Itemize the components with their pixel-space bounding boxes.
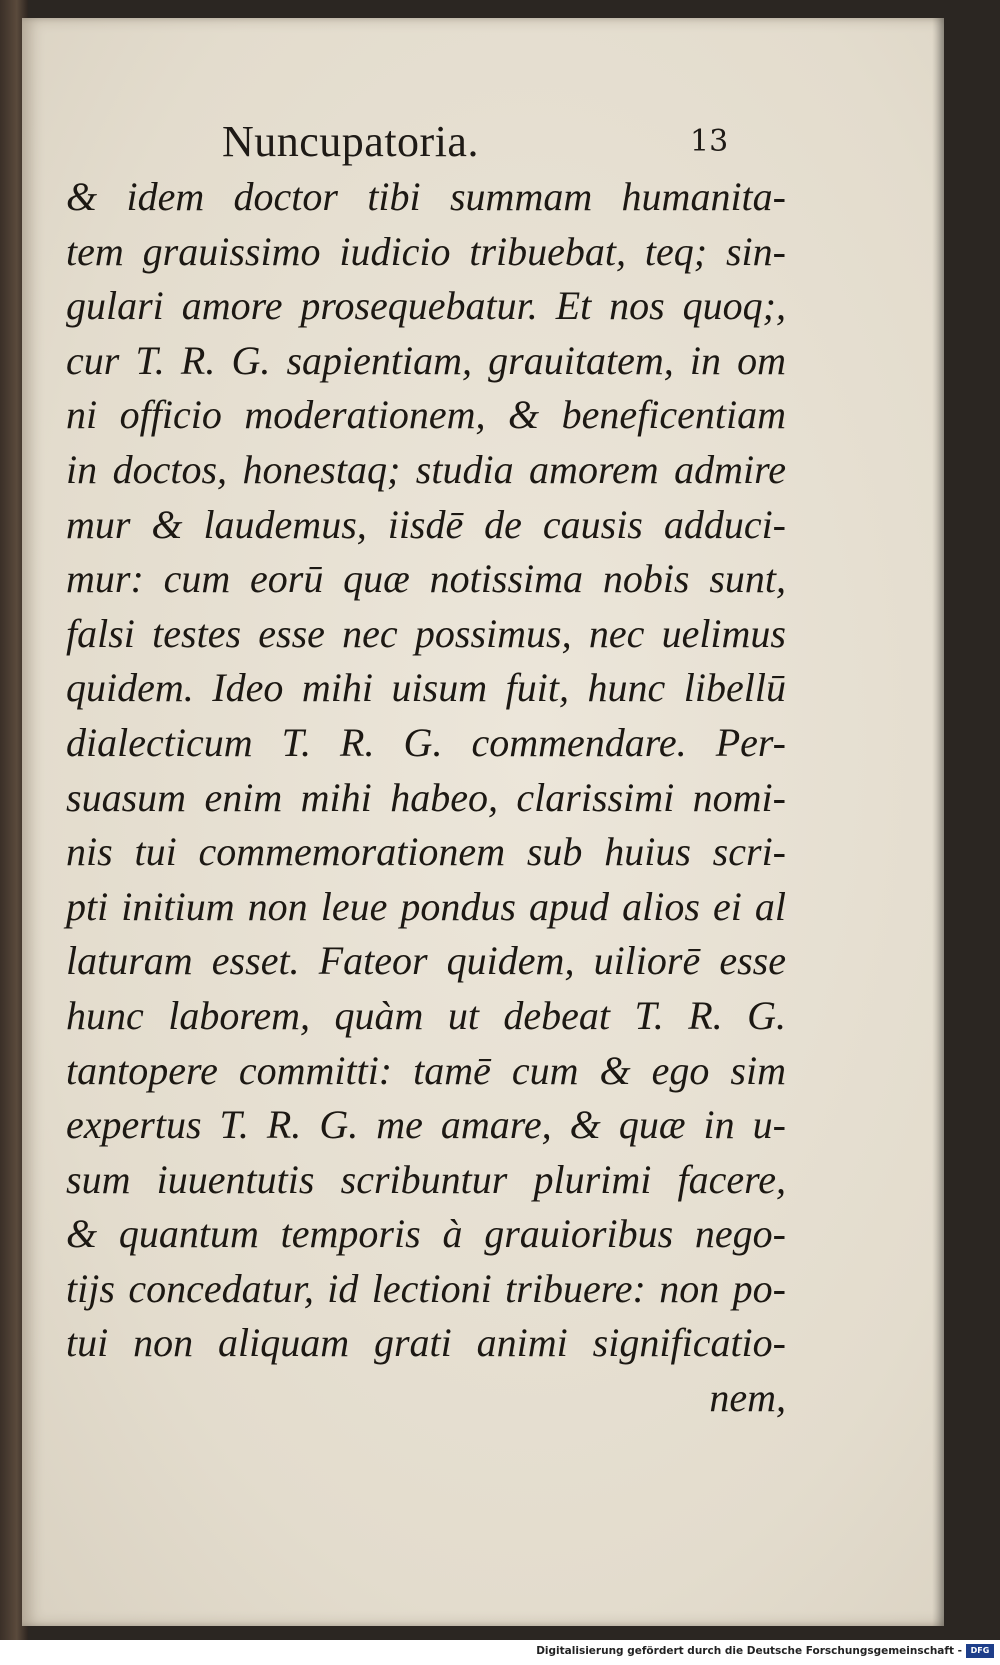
text-line: pti initium non leue pondus apud alios ei al [66,883,786,929]
text-block [66,170,786,1426]
text-line: & idem doctor tibi summam humanita- [66,174,786,219]
book-page [22,18,944,1626]
text-line: dialecticum T. R. G. commendare. Per- [66,719,786,765]
text-line: & quantum temporis à grauioribus nego- [66,1211,786,1257]
text-line: laturam esset. Fateor quidem, uiliorē esse [66,938,786,984]
text-line: in doctos, honestaq; studia amorem admire [66,446,786,492]
text-line: mur & laudemus, iisdē de causis adduci- [66,501,786,547]
dfg-logo: DFG [966,1644,994,1658]
text-line: suasum enim mihi habeo, clarissimi nomi- [66,774,786,820]
text-line: tem grauissimo iudicio tribuebat, teq; sin- [66,228,786,274]
digitization-footer [0,1640,1000,1665]
text-line: ni officio moderationem, & beneficentiam [66,392,786,438]
catchword: nem, [709,1375,786,1421]
text-line: tui non aliquam grati animi significatio- [66,1320,786,1366]
text-line: tijs concedatur, id lectioni tribuere: non po- [66,1265,786,1311]
running-head: Nuncupatoria. [222,117,479,166]
text-line: tantopere committi: tamē cum & ego sim [66,1047,786,1093]
funding-credit: Digitalisierung gefördert durch die Deutsche Forschungsgemeinschaft - [536,1645,962,1657]
text-line: mur: cum eorū quæ notissima nobis sunt, [66,556,786,602]
text-line: gulari amore prosequebatur. Et nos quoq;, [66,283,786,329]
page-number: 13 [690,124,729,159]
text-line: falsi testes esse nec possimus, nec uelimus [66,610,786,656]
text-line: quidem. Ideo mihi uisum fuit, hunc libellū [66,665,786,711]
text-line: sum iuuentutis scribuntur plurimi facere, [66,1156,786,1202]
text-line: cur T. R. G. sapientiam, grauitatem, in om [66,337,786,383]
text-line: nis tui commemorationem sub huius scri- [66,829,786,875]
text-line: hunc laborem, quàm ut debeat T. R. G. [66,992,786,1038]
text-line: expertus T. R. G. me amare, & quæ in u- [66,1102,786,1148]
